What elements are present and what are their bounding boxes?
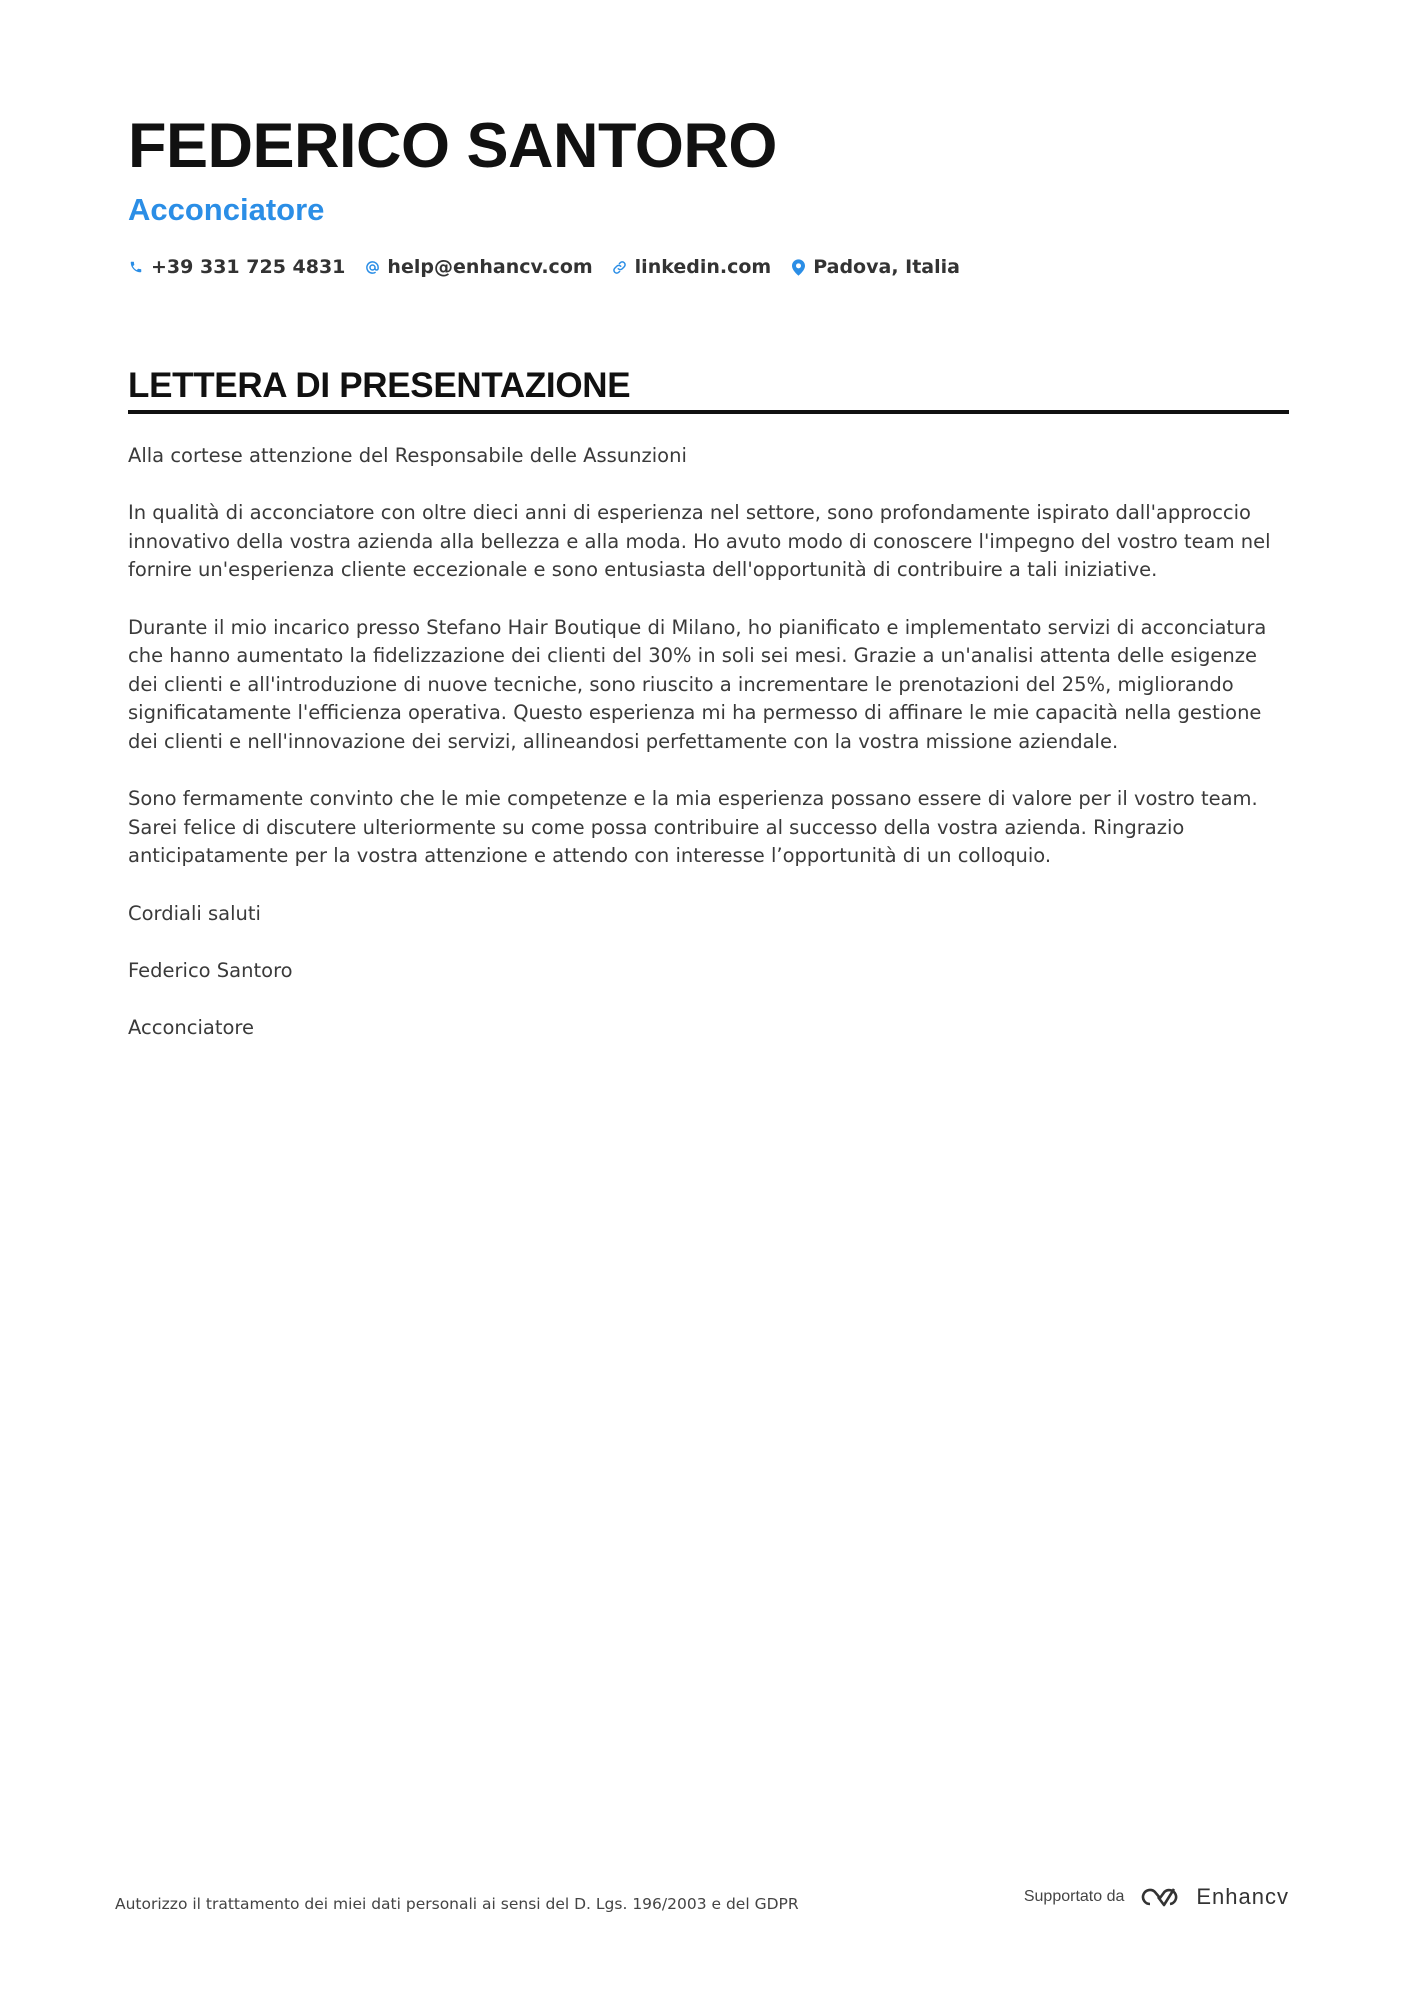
at-icon — [364, 258, 380, 276]
contact-email[interactable] — [364, 256, 592, 278]
letter-salutation: Alla cortese attenzione del Responsabile delle Assunzioni — [128, 444, 687, 467]
supported-by-label: Supportato da — [1023, 1888, 1125, 1905]
contact-bar — [128, 253, 979, 281]
letter-body — [128, 442, 1288, 1071]
contact-location — [790, 256, 960, 278]
link-icon — [612, 258, 628, 276]
location-pin-icon — [790, 258, 806, 276]
contact-phone[interactable] — [128, 256, 345, 278]
section-divider — [128, 410, 1289, 414]
phone-icon — [128, 258, 144, 276]
contact-email-text: help@enhancv.com — [387, 256, 593, 278]
powered-by[interactable] — [1024, 1879, 1289, 1915]
enhancv-logo-icon — [1136, 1884, 1186, 1910]
letter-closing: Cordiali saluti — [128, 901, 261, 925]
letter-paragraph: Sono fermamente convinto che le mie competenze e la mia esperienza possano essere di valore per il vostro team. Sarei felice di discutere ulteriormente su come possa contribuire al successo della vostra azienda. Ringrazio anticipatamente per la vostra attenzione e attendo con interesse l’opportunità di un colloquio. — [128, 787, 1258, 868]
signature-role: Acconciatore — [128, 1015, 254, 1039]
contact-linkedin-text: linkedin.com — [634, 256, 772, 278]
job-title: Acconciatore — [128, 192, 325, 227]
section-title: LETTERA DI PRESENTAZIONE — [128, 366, 631, 405]
contact-linkedin[interactable] — [612, 256, 772, 278]
brand-name: Enhancv — [1196, 1884, 1289, 1909]
letter-paragraph: Durante il mio incarico presso Stefano Hair Boutique di Milano, ho pianificato e implementato servizi di acconciatura che hanno aumentato la fidelizzazione dei clienti del 30% in soli sei mesi. Grazie a un'analisi attenta delle esigenze dei clienti e all'introduzione di nuove tecniche, sono riuscito a incrementare le prenotazioni del 25%, migliorando significatamente l'efficienza operativa. Questo esperienza mi ha permesso di affinare le mie capacità nella gestione dei clienti e nell'innovazione dei servizi, allineandosi perfettamente con la vostra missione aziendale. — [128, 615, 1267, 753]
privacy-consent: Autorizzo il trattamento dei miei dati personali ai sensi del D. Lgs. 196/2003 e del GDPR — [115, 1895, 799, 1913]
signature-name: Federico Santoro — [128, 958, 293, 982]
contact-location-text: Padova, Italia — [813, 256, 960, 278]
contact-phone-text: +39 331 725 4831 — [151, 256, 346, 278]
letter-paragraph: In qualità di acconciatore con oltre dieci anni di esperienza nel settore, sono profondamente ispirato dall'approccio innovativo della vostra azienda alla bellezza e alla moda. Ho avuto modo di conoscere l'impegno del vostro team nel fornire un'esperienza cliente eccezionale e sono entusiasta dell'opportunità di contribuire a tali iniziative. — [128, 501, 1271, 582]
candidate-name: FEDERICO SANTORO — [128, 111, 777, 181]
